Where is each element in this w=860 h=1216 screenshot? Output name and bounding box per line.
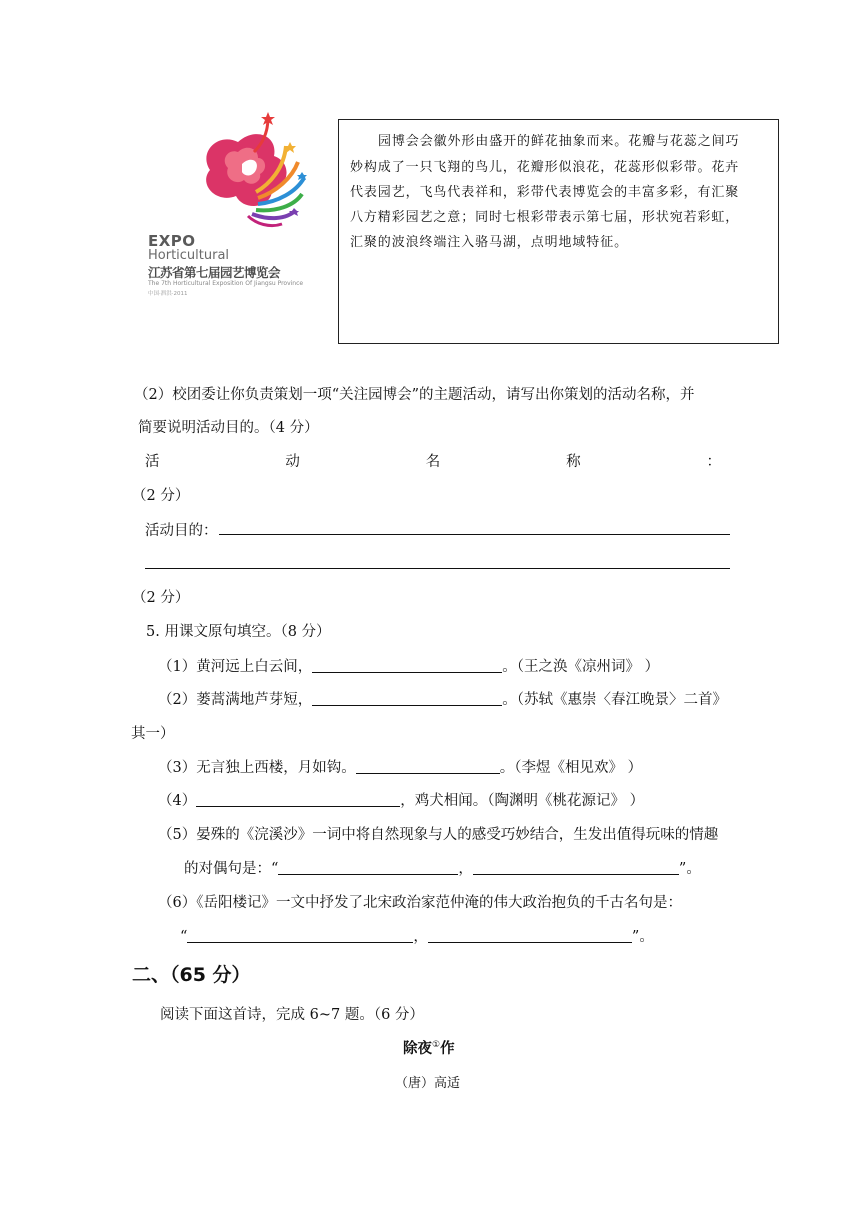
q5-item-2 [158, 688, 727, 709]
q5-item-5-blank-2[interactable] [473, 860, 679, 875]
q5-item-3-source: 。（李煜《相见欢》 ） [499, 760, 643, 776]
q5-item-5-line1: （5）晏殊的《浣溪沙》一词中将自然现象与人的感受巧妙结合，生发出值得玩味的情趣 [158, 827, 719, 843]
poem-title-end: 作 [440, 1041, 455, 1057]
expo-logo [140, 112, 318, 302]
q5-item-1 [158, 655, 659, 676]
q5-item-2-continuation: 其一） [131, 726, 175, 742]
q5-item-6-comma: ， [413, 929, 428, 945]
q5-item-5-blank-1[interactable] [278, 860, 458, 875]
q5-item-3-prefix: （3）无言独上西楼，月如钩。 [158, 760, 356, 776]
q5-item-5-comma: ， [458, 861, 473, 877]
activity-purpose-score: （2 分） [132, 590, 190, 606]
q5-item-4-source: ，鸡犬相闻。（陶渊明《桃花源记》 ） [400, 793, 645, 809]
flower-bird-emblem-icon [198, 112, 308, 230]
q5-item-6-blank-2[interactable] [428, 928, 632, 943]
poem-title [403, 1037, 455, 1058]
poem-footnote-marker[interactable]: ① [432, 1040, 441, 1051]
q5-item-5-prefix: 的对偶句是：“ [184, 861, 279, 877]
q5-item-6-blank-1[interactable] [187, 928, 413, 943]
logo-date-line: 中国·泗洪·2011 [148, 291, 188, 297]
activity-name-score: （2 分） [132, 488, 190, 504]
box-line-3: 代表园艺，飞鸟代表祥和，彩带代表博览会的丰富多彩，有汇聚 [350, 185, 740, 200]
q5-item-2-prefix: （2）蒌蒿满地芦芽短， [158, 692, 313, 708]
emblem-description-box [338, 119, 779, 344]
q5-title-suffix: 填空。（8 分） [236, 624, 331, 640]
box-line-5: 汇聚的波浪终端注入骆马湖，点明地域特征。 [350, 235, 629, 250]
activity-purpose-blank-1[interactable] [219, 534, 730, 535]
q2-prompt-line2: 简要说明活动目的。（4 分） [138, 420, 319, 436]
activity-name-label [145, 450, 721, 471]
q5-item-3 [158, 756, 642, 777]
poem-title-main: 除夜 [403, 1041, 432, 1057]
q5-item-2-source: 。（苏轼《惠崇〈春江晚景〉二首》 [502, 692, 727, 708]
logo-chinese-title: 江苏省第七届园艺博览会 [148, 265, 281, 280]
q5-item-1-blank[interactable] [312, 658, 502, 673]
logo-horticultural-text: Horticultural [148, 248, 230, 263]
logo-english-subtitle: The 7th Horticultural Exposition Of Jiangsu Province [148, 280, 304, 287]
box-line-2: 妙构成了一只飞翔的鸟儿，花瓣形似浪花，花蕊形似彩带。花卉 [350, 160, 740, 175]
q5-item-5-line2 [184, 857, 701, 878]
activity-purpose-blank-2[interactable] [145, 568, 730, 569]
q5-item-2-blank[interactable] [312, 691, 502, 706]
q5-item-6-line2 [180, 925, 654, 946]
q5-item-4-prefix: （4） [158, 793, 197, 809]
q5-title [146, 620, 331, 641]
logo-expo-text: EXPO [148, 232, 196, 250]
activity-name-char-5: ： [706, 454, 721, 470]
section-2-heading: 二、（65 分） [132, 964, 251, 986]
q5-item-6-suffix: ”。 [631, 929, 654, 945]
q5-item-6-prefix: “ [180, 929, 188, 945]
activity-purpose-label: 活动目的： [145, 523, 218, 539]
activity-name-char-1: 活 [145, 454, 160, 470]
activity-name-char-3: 名 [425, 454, 441, 470]
activity-name-char-4: 称 [566, 454, 581, 470]
box-line-4: 八方精彩园艺之意；同时七根彩带表示第七届，形状宛若彩虹， [350, 210, 740, 225]
poem-author: （唐）高适 [395, 1076, 461, 1091]
q5-item-4-blank[interactable] [196, 792, 400, 807]
q5-item-4 [158, 789, 644, 810]
section-2-instruction: 阅读下面这首诗，完成 6~7 题。（6 分） [160, 1007, 424, 1023]
q5-item-1-source: 。（王之涣《凉州词》 ） [502, 659, 660, 675]
q5-item-6-line1: （6）《岳阳楼记》一文中抒发了北宋政治家范仲淹的伟大政治抱负的千古名句是： [158, 895, 682, 911]
q5-item-3-blank[interactable] [356, 759, 500, 774]
box-line-1: 园博会会徽外形由盛开的鲜花抽象而来。花瓣与花蕊之间巧 [378, 134, 740, 149]
q5-item-1-prefix: （1）黄河远上白云间， [158, 659, 313, 675]
q5-item-5-suffix: ”。 [678, 861, 701, 877]
activity-name-char-2: 动 [285, 454, 300, 470]
q2-prompt-line1: （2）校团委让你负责策划一项“关注园博会”的主题活动，请写出你策划的活动名称，并 [134, 387, 695, 403]
q5-title-prefix: 5. 用课文原句 [146, 624, 237, 640]
